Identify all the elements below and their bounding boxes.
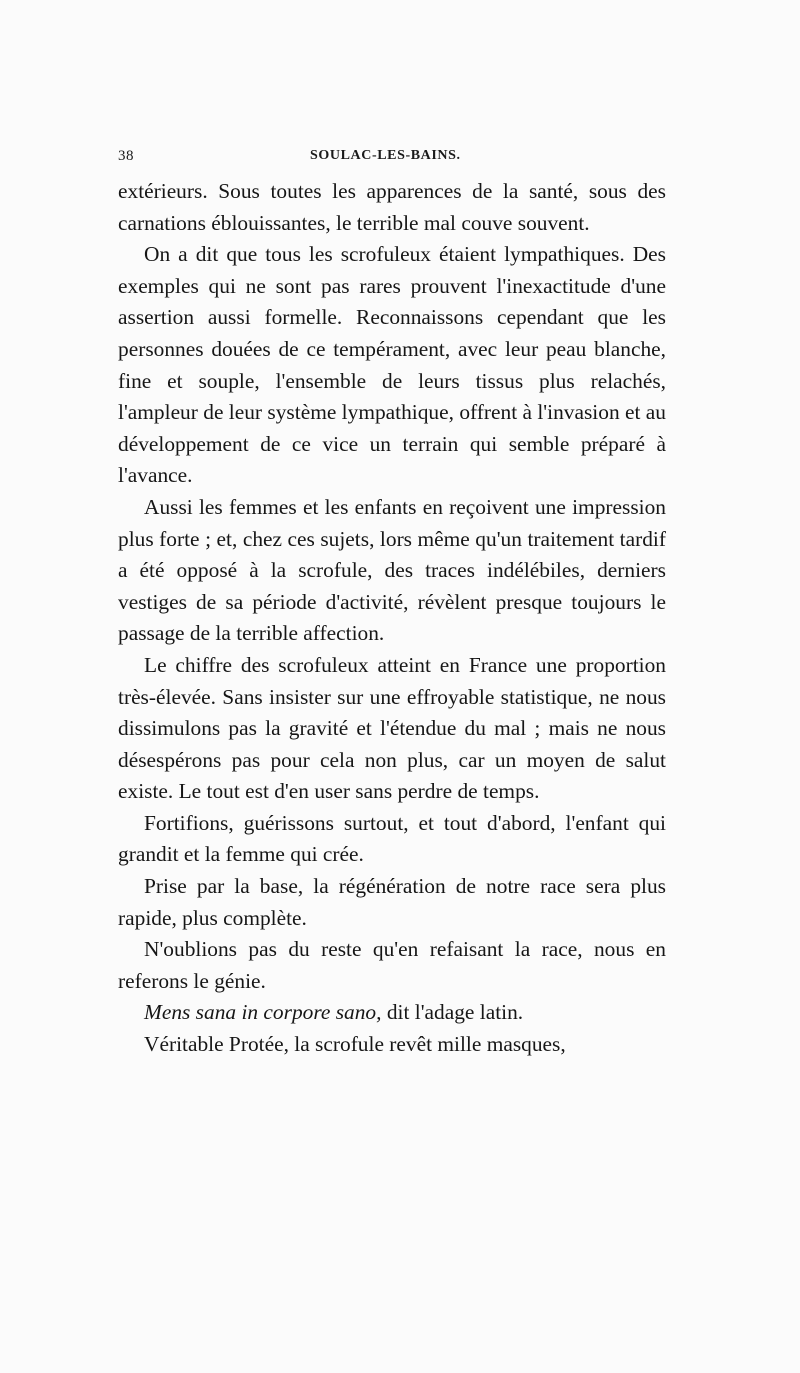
latin-quote: Mens sana in corpore sano, <box>144 1000 382 1025</box>
paragraph: Fortifions, guérissons surtout, et tout d'abord, l'enfant qui grandit et la femme qui crée. <box>118 810 666 867</box>
latin-quote-attribution: dit l'adage latin. <box>381 1000 524 1025</box>
running-head <box>118 148 666 170</box>
running-title: SOULAC-LES-BAINS. <box>310 148 461 163</box>
paragraph: N'oublions pas du reste qu'en refaisant la race, nous en referons le génie. <box>118 937 666 993</box>
paragraph: extérieurs. Sous toutes les apparences de la santé, sous des carnations éblouissantes, le terrible mal couve souvent. <box>118 179 666 235</box>
page-number: 38 <box>118 148 134 164</box>
paragraph: Prise par la base, la régénération de notre race sera plus rapide, plus complète. <box>118 874 666 930</box>
latin-quote-paragraph <box>118 997 666 1029</box>
paragraph: On a dit que tous les scrofuleux étaient lympathiques. Des exemples qui ne sont pas rares prouvent l'inexactitude d'une assertion aussi formelle. Reconnaissons cependant que les personnes douées de ce tempérament, avec leur peau blanche, fine et souple, l'ensemble de leurs tissus plus relachés, l'ampleur de leur système lympathique, offrent à l'invasion et au développement de ce vice un terrain qui semble préparé à l'avance. <box>118 242 666 488</box>
body-text <box>118 176 666 1061</box>
paragraph: Aussi les femmes et les enfants en reçoivent une impression plus forte ; et, chez ces sujets, lors même qu'un traitement tardif a été opposé à la scrofule, des traces indélébiles, derniers vestiges de sa période d'activité, révèlent presque toujours le passage de la terrible affection. <box>118 494 666 646</box>
paragraph-last-line: Véritable Protée, la scrofule revêt mille masques, <box>144 1032 566 1057</box>
paragraph: Le chiffre des scrofuleux atteint en France une proportion très-élevée. Sans insister sur une effroyable statistique, ne nous dissimulons pas la gravité et l'étendue du mal ; mais ne nous désespérons pas pour cela non plus, car un moyen de salut existe. Le tout est d'en user sans perdre de temps. <box>118 652 666 804</box>
